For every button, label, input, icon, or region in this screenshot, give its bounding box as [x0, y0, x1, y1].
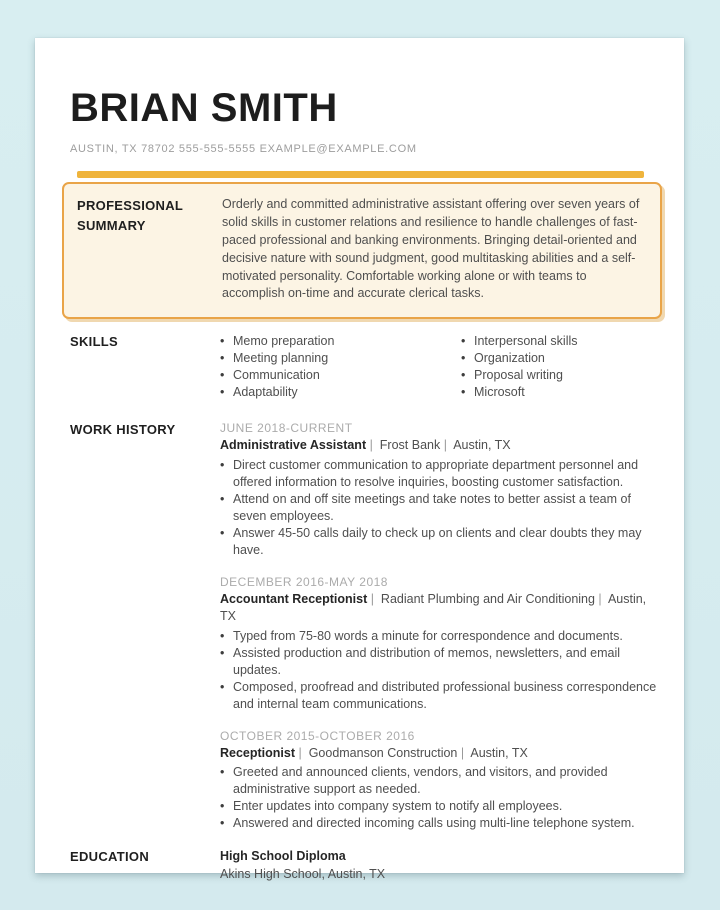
job-entry	[220, 421, 660, 559]
job-bullets	[220, 764, 660, 832]
skill-item: • Microsoft	[474, 384, 578, 401]
job-location: Austin, TX	[470, 745, 528, 760]
resume-page	[35, 38, 684, 881]
accent-divider	[77, 171, 644, 178]
job-entry	[220, 729, 660, 833]
skills-section	[70, 333, 660, 401]
job-title-line	[220, 591, 660, 626]
job-bullet: • Answered and directed incoming calls using multi-line telephone system.	[233, 815, 660, 832]
job-bullet: • Enter updates into company system to notify all employees.	[233, 798, 660, 815]
job-location: Austin, TX	[453, 438, 511, 453]
skill-item: • Adaptability	[233, 384, 461, 401]
job-title-line	[220, 745, 660, 763]
person-name: BRIAN SMITH	[70, 86, 338, 130]
job-separator: |	[440, 438, 454, 453]
job-bullet: • Attend on and off site meetings and take notes to better assist a team of seven employees.	[233, 491, 660, 525]
job-title: Receptionist	[220, 745, 296, 760]
job-bullet: • Direct customer communication to appropriate department personnel and offered information to resolve inquiries, boosting customer satisfaction.	[233, 457, 660, 491]
job-separator: |	[594, 591, 608, 606]
summary-text: Orderly and committed administrative assistant offering over seven years of solid skills in customer relations and resilience to handle challenges of fast-paced professional and banking environments. Bringing detail-oriented and decisive nature with sound judgment, good multitasking abilities and a self-motivated personality. Comfortable working alone or with teams to accomplish on-time and accurate clerical tasks.	[222, 197, 640, 301]
job-bullet: • Greeted and announced clients, vendors, and visitors, and provided administrative support as needed.	[233, 764, 660, 798]
job-company: Frost Bank	[379, 438, 441, 453]
skills-columns	[220, 333, 660, 401]
job-separator: |	[367, 591, 381, 606]
job-entry	[220, 575, 660, 713]
skill-item: • Organization	[474, 350, 578, 367]
job-bullet: • Composed, proofread and distributed professional business correspondence and internal team communications.	[233, 679, 660, 713]
skills-column-2	[461, 333, 578, 401]
skill-item: • Meeting planning	[233, 350, 461, 367]
skill-item: • Communication	[233, 367, 461, 384]
summary-section-label: PROFESSIONAL SUMMARY	[77, 198, 183, 233]
job-bullets	[220, 628, 660, 713]
job-separator: |	[366, 438, 380, 453]
skills-column-1	[220, 333, 461, 401]
skill-item: • Proposal writing	[474, 367, 578, 384]
education-school: Akins High School, Austin, TX	[220, 866, 386, 881]
job-separator: |	[295, 745, 309, 760]
job-bullets	[220, 457, 660, 559]
education-section	[70, 848, 660, 883]
job-bullet: • Assisted production and distribution of memos, newsletters, and email updates.	[233, 645, 660, 679]
work-history-section	[70, 421, 660, 832]
job-bullet: • Answer 45-50 calls daily to check up on clients and clear doubts they may have.	[233, 525, 660, 559]
skill-item: • Memo preparation	[233, 333, 461, 350]
education-entry	[220, 848, 660, 883]
contact-line: AUSTIN, TX 78702 555-555-5555 EXAMPLE@EXAMPLE.COM	[70, 143, 417, 155]
job-date: JUNE 2018-CURRENT	[220, 421, 353, 436]
job-title-line	[220, 437, 660, 455]
education-section-label: EDUCATION	[70, 849, 150, 865]
skill-item: • Interpersonal skills	[474, 333, 578, 350]
skills-section-label: SKILLS	[70, 334, 119, 350]
summary-box	[62, 182, 662, 319]
job-date: OCTOBER 2015-OCTOBER 2016	[220, 728, 415, 743]
job-date: DECEMBER 2016-MAY 2018	[220, 574, 388, 589]
job-bullet: • Typed from 75-80 words a minute for correspondence and documents.	[233, 628, 660, 645]
job-title: Administrative Assistant	[220, 438, 367, 453]
job-separator: |	[457, 745, 471, 760]
job-company: Radiant Plumbing and Air Conditioning	[380, 591, 595, 606]
jobs-container	[220, 421, 660, 832]
job-company: Goodmanson Construction	[308, 745, 458, 760]
job-location: Austin, TX	[220, 591, 647, 624]
job-title: Accountant Receptionist	[220, 591, 368, 606]
work-history-section-label: WORK HISTORY	[70, 422, 176, 438]
education-degree: High School Diploma	[220, 849, 346, 864]
